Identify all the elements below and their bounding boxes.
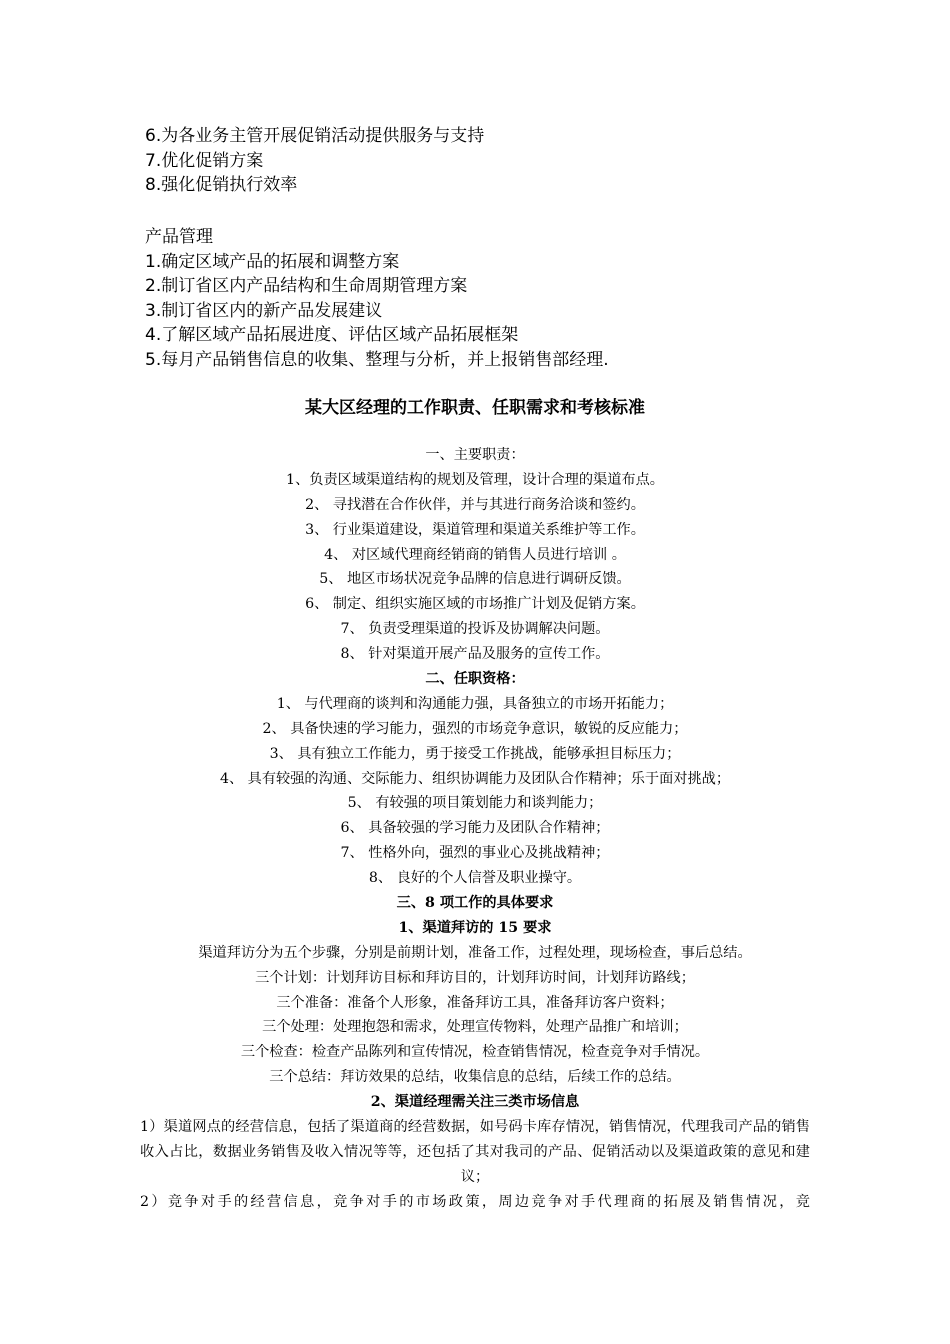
list-item: 5、 有较强的项目策划能力和谈判能力； bbox=[347, 795, 603, 812]
list-item: 4、 对区域代理商经销商的销售人员进行培训 。 bbox=[324, 546, 626, 563]
text-line: 三个检查：检查产品陈列和宣传情况，检查销售情况，检查竞争对手情况。 bbox=[240, 1044, 710, 1061]
page-title: 某大区经理的工作职责、任职需求和考核标准 bbox=[305, 398, 645, 418]
section-heading: 二、任职资格： bbox=[425, 671, 525, 688]
list-item: 2.制订省区内产品结构和生命周期管理方案 bbox=[145, 276, 468, 296]
text-line: 渠道拜访分为五个步骤，分别是前期计划，准备工作，过程处理，现场检查，事后总结。 bbox=[198, 944, 752, 961]
text-line: 三个计划：计划拜访目标和拜访目的，计划拜访时间，计划拜访路线； bbox=[255, 969, 695, 986]
list-item: 4.了解区域产品拓展进度、评估区域产品拓展框架 bbox=[145, 325, 519, 345]
text-line: 三个总结：拜访效果的总结，收集信息的总结，后续工作的总结。 bbox=[269, 1069, 681, 1086]
list-item: 3、 行业渠道建设，渠道管理和渠道关系维护等工作。 bbox=[305, 521, 645, 538]
subsection-heading: 2、渠道经理需关注三类市场信息 bbox=[370, 1094, 580, 1111]
promo-list bbox=[145, 124, 825, 198]
product-section bbox=[145, 225, 825, 372]
list-item: 8.强化促销执行效率 bbox=[145, 175, 298, 195]
paragraph: 2）竞争对手的经营信息，竞争对手的市场政策，周边竞争对手代理商的拓展及销售情况，竞 bbox=[140, 1193, 810, 1210]
list-item: 8、 良好的个人信誉及职业操守。 bbox=[368, 870, 582, 887]
list-item: 6.为各业务主管开展促销活动提供服务与支持 bbox=[145, 126, 485, 146]
document-body bbox=[140, 443, 810, 1215]
section-heading: 一、主要职责： bbox=[425, 447, 525, 463]
list-item: 2、 具备快速的学习能力，强烈的市场竞争意识，敏锐的反应能力； bbox=[262, 720, 688, 737]
paragraph: 1）渠道网点的经营信息，包括了渠道商的经营数据，如号码卡库存情况，销售情况，代理我司产品的销售收入占比，数据业务销售及收入情况等等，还包括了其对我司的产品、促销活动以及渠道政策的意见和建议； bbox=[140, 1119, 810, 1185]
text-line: 三个处理：处理抱怨和需求，处理宣传物料，处理产品推广和培训； bbox=[262, 1019, 688, 1036]
list-item: 3、 具有独立工作能力，勇于接受工作挑战，能够承担目标压力； bbox=[269, 745, 681, 762]
list-item: 1、 与代理商的谈判和沟通能力强，具备独立的市场开拓能力； bbox=[276, 695, 674, 712]
list-item: 5.每月产品销售信息的收集、整理与分析，并上报销售部经理. bbox=[145, 349, 609, 370]
subsection-heading: 1、渠道拜访的 15 要求 bbox=[398, 919, 552, 936]
list-item: 3.制订省区内的新产品发展建议 bbox=[145, 300, 383, 321]
list-item: 5、 地区市场状况竞争品牌的信息进行调研反馈。 bbox=[319, 571, 631, 588]
list-item: 6、 具备较强的学习能力及团队合作精神； bbox=[340, 820, 610, 837]
list-item: 4、 具有较强的沟通、交际能力、组织协调能力及团队合作精神；乐于面对挑战； bbox=[219, 770, 731, 787]
section-heading: 产品管理 bbox=[145, 227, 213, 247]
list-item: 1、负责区域渠道结构的规划及管理，设计合理的渠道布点。 bbox=[286, 471, 664, 488]
list-item: 6、 制定、组织实施区域的市场推广计划及促销方案。 bbox=[305, 596, 645, 613]
section-heading: 三、8 项工作的具体要求 bbox=[396, 895, 554, 912]
list-item: 7、 性格外向，强烈的事业心及挑战精神； bbox=[340, 845, 610, 862]
list-item: 8、 针对渠道开展产品及服务的宣传工作。 bbox=[340, 646, 610, 663]
list-item: 7、 负责受理渠道的投诉及协调解决问题。 bbox=[340, 621, 610, 638]
list-item: 1.确定区域产品的拓展和调整方案 bbox=[145, 251, 400, 272]
text-line: 三个准备：准备个人形象，准备拜访工具，准备拜访客户资料； bbox=[276, 994, 674, 1011]
list-item: 7.优化促销方案 bbox=[145, 150, 264, 171]
list-item: 2、 寻找潜在合作伙伴，并与其进行商务洽谈和签约。 bbox=[305, 496, 645, 513]
